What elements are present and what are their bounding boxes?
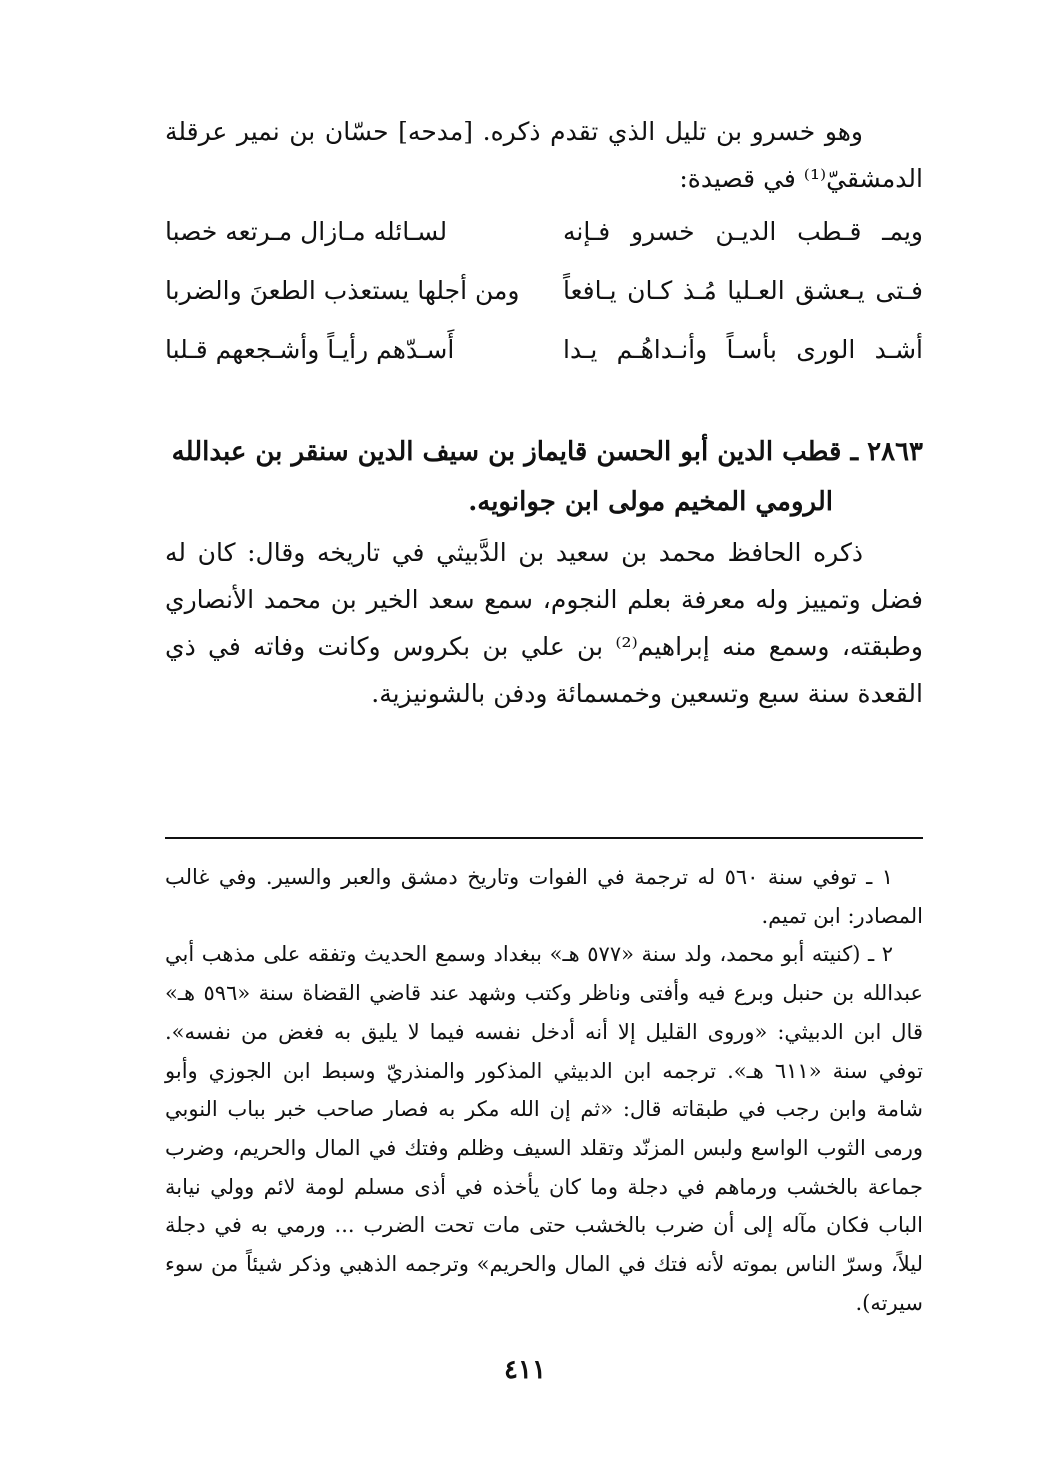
verse-line (165, 202, 923, 261)
page-number: ٤١١ (504, 1355, 546, 1385)
entry-body: ذكره الحافظ محمد بن سعيد بن الدَّبيثي في تاريخه وقال: كان له فضل وتمييز وله معرفة بعلم النجوم، سمع سعد الخير بن محمد الأنصاري وطبقته، وسمع منه إبراهيم⁽²⁾ بن علي بن بكروس وكانت وفاته في ذي القعدة سنة سبع وتسعين وخمسمائة ودفن بالشونيزية. (165, 538, 923, 708)
verse-second-hemistich: ومن أجلها يستعذب الطعنَ والضربا (165, 276, 520, 305)
entry-heading (165, 427, 923, 527)
poem-verses (165, 202, 923, 379)
footnote-divider (165, 837, 923, 839)
verse-first-hemistich: ويمـ قـطب الديـن خسرو فـإنه (563, 217, 923, 246)
intro-paragraph: وهو خسرو بن تليل الذي تقدم ذكره. [مدحه] حسّان بن نمير عرقلة الدمشقيّ⁽¹⁾ في قصيدة: (165, 117, 923, 193)
footnotes (165, 858, 923, 1322)
main-text-block (165, 108, 923, 717)
verse-line (165, 320, 923, 379)
verse-first-hemistich: أشـد الورى بأسـاً وأنـداهُـم يـدا (563, 335, 923, 364)
verse-second-hemistich: لسـائله مـازال مـرتعه خصبا (165, 217, 448, 246)
entry-heading-line2: الرومي المخيم مولى ابن جوانويه. (468, 487, 833, 517)
verse-second-hemistich: أَسـدّهم رأيـاً وأشـجعهم قـلبا (165, 335, 455, 364)
footnote-2: ٢ ـ (كنيته أبو محمد، ولد سنة «٥٧٧ هـ» ببغداد وسمع الحديث وتفقه على مذهب أبي عبدالله بن حنبل وبرع فيه وأفتى وناظر وكتب وشهد عند قاضي القضاة سنة «٥٩٦ هـ» قال ابن الدبيثي: «وروى القليل إلا أنه أدخل نفسه فيما لا يليق به فغض من نفسه». توفي سنة «٦١١ هـ». ترجمه ابن الدبيثي المذكور والمنذريّ وسبط ابن الجوزي وأبو شامة وابن رجب في طبقاته قال: «ثم إن الله مكر به فصار صاحب خبر بباب النوبي ورمى الثوب الواسع ولبس المزنّد وتقلد السيف وظلم وفتك في المال والحريم، وضرب جماعة بالخشب ورماهم في دجلة وما كان يأخذه في أذى مسلم لومة لائم وولي نيابة الباب فكان مآله إلى أن ضرب بالخشب حتى مات تحت الضرب ... ورمي به في دجلة ليلاً، وسرّ الناس بموته لأنه فتك في المال والحريم» وترجمه الذهبي وذكر شيئاً من سوء سيرته). (165, 942, 924, 1315)
footnote-1: ١ ـ توفي سنة ٥٦٠ له ترجمة في الفوات وتاريخ دمشق والعبر والسير. وفي غالب المصادر: ابن تميم. (165, 865, 923, 928)
verse-first-hemistich: فـتى يـعشق العـليا مُـذ كـان يـافعاً (563, 276, 923, 305)
entry-heading-line1: ٢٨٦٣ ـ قطب الدين أبو الحسن قايماز بن سيف الدين سنقر بن عبدالله (171, 437, 923, 467)
verse-line (165, 261, 923, 320)
